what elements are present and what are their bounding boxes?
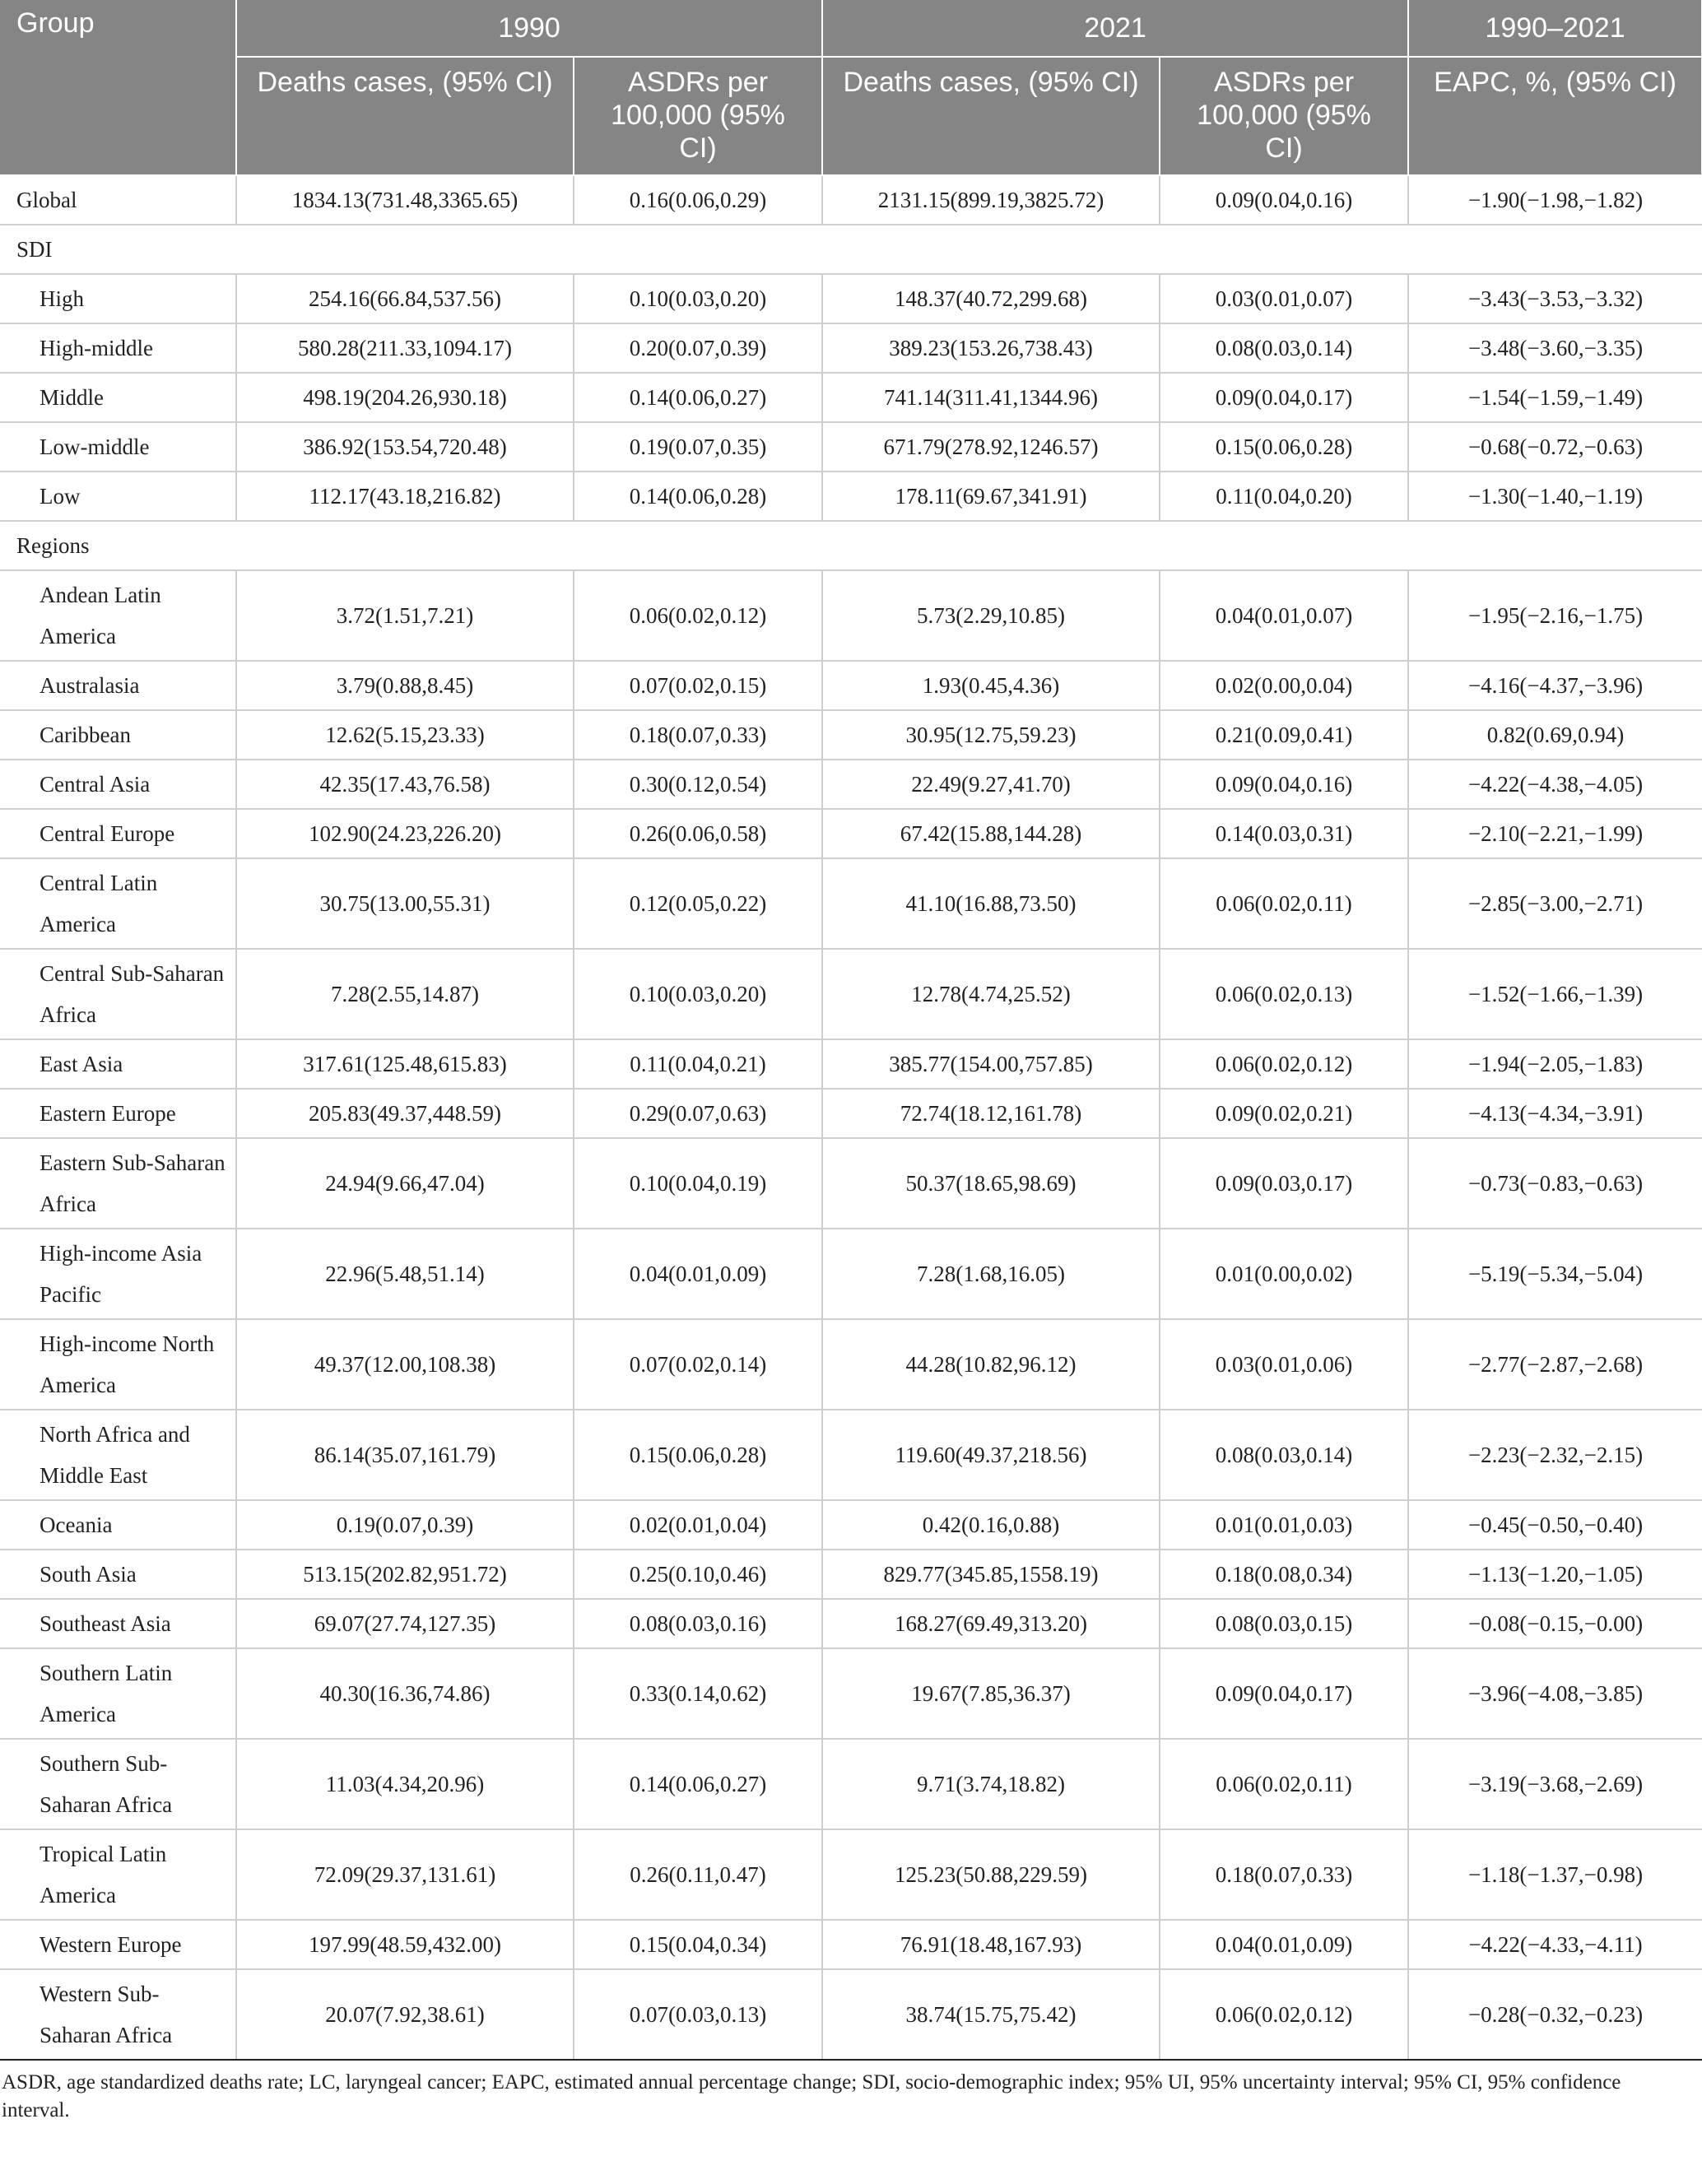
asdr-2021-cell: 0.01(0.00,0.02)	[1160, 1229, 1408, 1319]
row-label: Andean Latin America	[0, 570, 236, 661]
deaths-2021-cell: 385.77(154.00,757.85)	[822, 1039, 1160, 1089]
eapc-cell: −0.28(−0.32,−0.23)	[1408, 1969, 1702, 2060]
deaths-1990-cell: 580.28(211.33,1094.17)	[236, 323, 574, 373]
deaths-2021-cell: 41.10(16.88,73.50)	[822, 858, 1160, 949]
table-row	[0, 373, 1702, 422]
deaths-2021-cell: 50.37(18.65,98.69)	[822, 1138, 1160, 1229]
deaths-1990-cell: 317.61(125.48,615.83)	[236, 1039, 574, 1089]
header-deaths-2021: Deaths cases, (95% CI)	[822, 57, 1160, 175]
eapc-cell: −4.16(−4.37,−3.96)	[1408, 661, 1702, 710]
table-footnote: ASDR, age standardized deaths rate; LC, laryngeal cancer; EAPC, estimated annual percentage change; SDI, socio-demographic index; 95% UI, 95% uncertainty interval; 95% CI, 95% confidence interval.	[2, 2071, 1621, 2121]
deaths-2021-cell: 0.42(0.16,0.88)	[822, 1500, 1160, 1550]
eapc-cell: −1.90(−1.98,−1.82)	[1408, 175, 1702, 225]
table-row	[0, 1138, 1702, 1229]
deaths-2021-cell: 389.23(153.26,738.43)	[822, 323, 1160, 373]
header-deaths-1990: Deaths cases, (95% CI)	[236, 57, 574, 175]
table-row	[0, 1410, 1702, 1500]
asdr-2021-cell: 0.09(0.04,0.16)	[1160, 760, 1408, 809]
table-row	[0, 175, 1702, 225]
row-label: Global	[0, 175, 236, 225]
eapc-cell: −2.77(−2.87,−2.68)	[1408, 1319, 1702, 1410]
deaths-1990-cell: 3.72(1.51,7.21)	[236, 570, 574, 661]
asdr-1990-cell: 0.10(0.04,0.19)	[574, 1138, 822, 1229]
row-label: Eastern Europe	[0, 1089, 236, 1138]
deaths-2021-cell: 9.71(3.74,18.82)	[822, 1739, 1160, 1829]
table-row	[0, 1920, 1702, 1969]
asdr-2021-cell: 0.09(0.04,0.17)	[1160, 373, 1408, 422]
deaths-1990-cell: 1834.13(731.48,3365.65)	[236, 175, 574, 225]
deaths-1990-cell: 24.94(9.66,47.04)	[236, 1138, 574, 1229]
header-eapc: EAPC, %, (95% CI)	[1408, 57, 1702, 175]
asdr-1990-cell: 0.30(0.12,0.54)	[574, 760, 822, 809]
asdr-1990-cell: 0.07(0.02,0.15)	[574, 661, 822, 710]
deaths-1990-cell: 22.96(5.48,51.14)	[236, 1229, 574, 1319]
deaths-2021-cell: 5.73(2.29,10.85)	[822, 570, 1160, 661]
table-row	[0, 1829, 1702, 1920]
row-label: High-income Asia Pacific	[0, 1229, 236, 1319]
asdr-2021-cell: 0.08(0.03,0.14)	[1160, 1410, 1408, 1500]
deaths-1990-cell: 42.35(17.43,76.58)	[236, 760, 574, 809]
row-label: South Asia	[0, 1550, 236, 1599]
eapc-cell: −4.13(−4.34,−3.91)	[1408, 1089, 1702, 1138]
asdr-2021-cell: 0.06(0.02,0.11)	[1160, 1739, 1408, 1829]
eapc-cell: −5.19(−5.34,−5.04)	[1408, 1229, 1702, 1319]
row-label: Southern Sub-Saharan Africa	[0, 1739, 236, 1829]
eapc-cell: −3.19(−3.68,−2.69)	[1408, 1739, 1702, 1829]
asdr-2021-cell: 0.08(0.03,0.15)	[1160, 1599, 1408, 1648]
row-label: Eastern Sub-Saharan Africa	[0, 1138, 236, 1229]
row-label: Southern Latin America	[0, 1648, 236, 1739]
row-label: Western Sub-Saharan Africa	[0, 1969, 236, 2060]
header-group: Group	[0, 0, 236, 175]
eapc-cell: −1.94(−2.05,−1.83)	[1408, 1039, 1702, 1089]
table-header	[0, 0, 1702, 175]
deaths-1990-cell: 30.75(13.00,55.31)	[236, 858, 574, 949]
asdr-2021-cell: 0.01(0.01,0.03)	[1160, 1500, 1408, 1550]
deaths-1990-cell: 513.15(202.82,951.72)	[236, 1550, 574, 1599]
deaths-2021-cell: 67.42(15.88,144.28)	[822, 809, 1160, 858]
eapc-cell: −2.23(−2.32,−2.15)	[1408, 1410, 1702, 1500]
asdr-2021-cell: 0.21(0.09,0.41)	[1160, 710, 1408, 760]
deaths-2021-cell: 178.11(69.67,341.91)	[822, 472, 1160, 521]
asdr-1990-cell: 0.10(0.03,0.20)	[574, 274, 822, 323]
table-row	[0, 1969, 1702, 2060]
deaths-2021-cell: 741.14(311.41,1344.96)	[822, 373, 1160, 422]
eapc-cell: −3.48(−3.60,−3.35)	[1408, 323, 1702, 373]
asdr-1990-cell: 0.15(0.04,0.34)	[574, 1920, 822, 1969]
row-label: Oceania	[0, 1500, 236, 1550]
asdr-1990-cell: 0.06(0.02,0.12)	[574, 570, 822, 661]
table-row	[0, 472, 1702, 521]
asdr-1990-cell: 0.29(0.07,0.63)	[574, 1089, 822, 1138]
deaths-2021-cell: 72.74(18.12,161.78)	[822, 1089, 1160, 1138]
table-row	[0, 949, 1702, 1039]
eapc-cell: −4.22(−4.33,−4.11)	[1408, 1920, 1702, 1969]
row-label: East Asia	[0, 1039, 236, 1089]
table-row	[0, 274, 1702, 323]
deaths-2021-cell: 76.91(18.48,167.93)	[822, 1920, 1160, 1969]
row-label: Low-middle	[0, 422, 236, 472]
table-row	[0, 1039, 1702, 1089]
eapc-cell: −0.73(−0.83,−0.63)	[1408, 1138, 1702, 1229]
asdr-2021-cell: 0.18(0.07,0.33)	[1160, 1829, 1408, 1920]
eapc-cell: −0.08(−0.15,−0.00)	[1408, 1599, 1702, 1648]
row-label: North Africa and Middle East	[0, 1410, 236, 1500]
header-asdr-2021: ASDRs per 100,000 (95% CI)	[1160, 57, 1408, 175]
asdr-1990-cell: 0.11(0.04,0.21)	[574, 1039, 822, 1089]
asdr-2021-cell: 0.06(0.02,0.13)	[1160, 949, 1408, 1039]
deaths-1990-cell: 86.14(35.07,161.79)	[236, 1410, 574, 1500]
section-label: SDI	[0, 225, 1702, 274]
header-year-2021: 2021	[822, 0, 1408, 57]
header-year-1990: 1990	[236, 0, 822, 57]
table-row	[0, 858, 1702, 949]
eapc-cell: −3.43(−3.53,−3.32)	[1408, 274, 1702, 323]
asdr-2021-cell: 0.04(0.01,0.09)	[1160, 1920, 1408, 1969]
asdr-1990-cell: 0.07(0.03,0.13)	[574, 1969, 822, 2060]
asdr-2021-cell: 0.06(0.02,0.12)	[1160, 1039, 1408, 1089]
header-year-range: 1990–2021	[1408, 0, 1702, 57]
deaths-2021-cell: 38.74(15.75,75.42)	[822, 1969, 1160, 2060]
deaths-2021-cell: 12.78(4.74,25.52)	[822, 949, 1160, 1039]
eapc-cell: −1.30(−1.40,−1.19)	[1408, 472, 1702, 521]
deaths-2021-cell: 30.95(12.75,59.23)	[822, 710, 1160, 760]
deaths-1990-cell: 498.19(204.26,930.18)	[236, 373, 574, 422]
row-label: Western Europe	[0, 1920, 236, 1969]
deaths-2021-cell: 119.60(49.37,218.56)	[822, 1410, 1160, 1500]
asdr-1990-cell: 0.20(0.07,0.39)	[574, 323, 822, 373]
table-row	[0, 323, 1702, 373]
table-row	[0, 1229, 1702, 1319]
asdr-1990-cell: 0.25(0.10,0.46)	[574, 1550, 822, 1599]
deaths-2021-cell: 1.93(0.45,4.36)	[822, 661, 1160, 710]
asdr-1990-cell: 0.33(0.14,0.62)	[574, 1648, 822, 1739]
deaths-2021-cell: 168.27(69.49,313.20)	[822, 1599, 1160, 1648]
row-label: Central Europe	[0, 809, 236, 858]
eapc-cell: −3.96(−4.08,−3.85)	[1408, 1648, 1702, 1739]
asdr-2021-cell: 0.08(0.03,0.14)	[1160, 323, 1408, 373]
eapc-cell: −1.18(−1.37,−0.98)	[1408, 1829, 1702, 1920]
deaths-1990-cell: 11.03(4.34,20.96)	[236, 1739, 574, 1829]
row-label: Central Sub-Saharan Africa	[0, 949, 236, 1039]
deaths-1990-cell: 12.62(5.15,23.33)	[236, 710, 574, 760]
deaths-1990-cell: 197.99(48.59,432.00)	[236, 1920, 574, 1969]
deaths-2021-cell: 125.23(50.88,229.59)	[822, 1829, 1160, 1920]
table-row	[0, 661, 1702, 710]
row-label: Middle	[0, 373, 236, 422]
section-row	[0, 521, 1702, 570]
eapc-cell: −0.45(−0.50,−0.40)	[1408, 1500, 1702, 1550]
table-row	[0, 1739, 1702, 1829]
header-asdr-1990: ASDRs per 100,000 (95% CI)	[574, 57, 822, 175]
deaths-1990-cell: 0.19(0.07,0.39)	[236, 1500, 574, 1550]
table-row	[0, 422, 1702, 472]
table-body	[0, 175, 1702, 2060]
eapc-cell: −4.22(−4.38,−4.05)	[1408, 760, 1702, 809]
asdr-1990-cell: 0.04(0.01,0.09)	[574, 1229, 822, 1319]
asdr-1990-cell: 0.26(0.06,0.58)	[574, 809, 822, 858]
section-label: Regions	[0, 521, 1702, 570]
deaths-1990-cell: 3.79(0.88,8.45)	[236, 661, 574, 710]
table-row	[0, 760, 1702, 809]
asdr-1990-cell: 0.12(0.05,0.22)	[574, 858, 822, 949]
section-row	[0, 225, 1702, 274]
asdr-1990-cell: 0.08(0.03,0.16)	[574, 1599, 822, 1648]
eapc-cell: −1.95(−2.16,−1.75)	[1408, 570, 1702, 661]
row-label: High	[0, 274, 236, 323]
deaths-2021-cell: 19.67(7.85,36.37)	[822, 1648, 1160, 1739]
asdr-2021-cell: 0.02(0.00,0.04)	[1160, 661, 1408, 710]
eapc-cell: −1.52(−1.66,−1.39)	[1408, 949, 1702, 1039]
asdr-1990-cell: 0.14(0.06,0.28)	[574, 472, 822, 521]
deaths-2021-cell: 829.77(345.85,1558.19)	[822, 1550, 1160, 1599]
asdr-2021-cell: 0.03(0.01,0.07)	[1160, 274, 1408, 323]
table-row	[0, 1550, 1702, 1599]
row-label: High-middle	[0, 323, 236, 373]
asdr-2021-cell: 0.04(0.01,0.07)	[1160, 570, 1408, 661]
asdr-2021-cell: 0.18(0.08,0.34)	[1160, 1550, 1408, 1599]
deaths-1990-cell: 49.37(12.00,108.38)	[236, 1319, 574, 1410]
row-label: Australasia	[0, 661, 236, 710]
deaths-2021-cell: 7.28(1.68,16.05)	[822, 1229, 1160, 1319]
asdr-2021-cell: 0.06(0.02,0.12)	[1160, 1969, 1408, 2060]
asdr-2021-cell: 0.03(0.01,0.06)	[1160, 1319, 1408, 1410]
row-label: Central Latin America	[0, 858, 236, 949]
asdr-1990-cell: 0.19(0.07,0.35)	[574, 422, 822, 472]
deaths-2021-cell: 22.49(9.27,41.70)	[822, 760, 1160, 809]
row-label: Southeast Asia	[0, 1599, 236, 1648]
deaths-1990-cell: 205.83(49.37,448.59)	[236, 1089, 574, 1138]
deaths-1990-cell: 102.90(24.23,226.20)	[236, 809, 574, 858]
asdr-2021-cell: 0.15(0.06,0.28)	[1160, 422, 1408, 472]
asdr-2021-cell: 0.14(0.03,0.31)	[1160, 809, 1408, 858]
row-label: Low	[0, 472, 236, 521]
table-row	[0, 570, 1702, 661]
eapc-cell: −2.10(−2.21,−1.99)	[1408, 809, 1702, 858]
row-label: Central Asia	[0, 760, 236, 809]
asdr-1990-cell: 0.26(0.11,0.47)	[574, 1829, 822, 1920]
deaths-1990-cell: 40.30(16.36,74.86)	[236, 1648, 574, 1739]
eapc-cell: −2.85(−3.00,−2.71)	[1408, 858, 1702, 949]
row-label: Tropical Latin America	[0, 1829, 236, 1920]
table-row	[0, 1648, 1702, 1739]
asdr-1990-cell: 0.02(0.01,0.04)	[574, 1500, 822, 1550]
eapc-cell: −1.13(−1.20,−1.05)	[1408, 1550, 1702, 1599]
deaths-1990-cell: 72.09(29.37,131.61)	[236, 1829, 574, 1920]
asdr-2021-cell: 0.09(0.02,0.21)	[1160, 1089, 1408, 1138]
deaths-1990-cell: 69.07(27.74,127.35)	[236, 1599, 574, 1648]
asdr-2021-cell: 0.09(0.04,0.17)	[1160, 1648, 1408, 1739]
deaths-1990-cell: 254.16(66.84,537.56)	[236, 274, 574, 323]
deaths-1990-cell: 20.07(7.92,38.61)	[236, 1969, 574, 2060]
deaths-1990-cell: 386.92(153.54,720.48)	[236, 422, 574, 472]
deaths-1990-cell: 112.17(43.18,216.82)	[236, 472, 574, 521]
header-row-metrics	[0, 57, 1702, 175]
table-row	[0, 1089, 1702, 1138]
table-row	[0, 1599, 1702, 1648]
asdr-1990-cell: 0.10(0.03,0.20)	[574, 949, 822, 1039]
row-label: Caribbean	[0, 710, 236, 760]
table-row	[0, 710, 1702, 760]
header-row-years	[0, 0, 1702, 57]
asdr-1990-cell: 0.18(0.07,0.33)	[574, 710, 822, 760]
table-row	[0, 1319, 1702, 1410]
eapc-cell: −0.68(−0.72,−0.63)	[1408, 422, 1702, 472]
asdr-2021-cell: 0.11(0.04,0.20)	[1160, 472, 1408, 521]
deaths-2021-cell: 671.79(278.92,1246.57)	[822, 422, 1160, 472]
table-row	[0, 809, 1702, 858]
asdr-2021-cell: 0.09(0.03,0.17)	[1160, 1138, 1408, 1229]
asdr-1990-cell: 0.14(0.06,0.27)	[574, 373, 822, 422]
asdr-2021-cell: 0.06(0.02,0.11)	[1160, 858, 1408, 949]
asdr-1990-cell: 0.14(0.06,0.27)	[574, 1739, 822, 1829]
asdr-2021-cell: 0.09(0.04,0.16)	[1160, 175, 1408, 225]
deaths-2021-cell: 44.28(10.82,96.12)	[822, 1319, 1160, 1410]
asdr-1990-cell: 0.16(0.06,0.29)	[574, 175, 822, 225]
eapc-cell: −1.54(−1.59,−1.49)	[1408, 373, 1702, 422]
asdr-1990-cell: 0.15(0.06,0.28)	[574, 1410, 822, 1500]
eapc-cell: 0.82(0.69,0.94)	[1408, 710, 1702, 760]
table-row	[0, 1500, 1702, 1550]
deaths-1990-cell: 7.28(2.55,14.87)	[236, 949, 574, 1039]
deaths-2021-cell: 2131.15(899.19,3825.72)	[822, 175, 1160, 225]
row-label: High-income North America	[0, 1319, 236, 1410]
deaths-2021-cell: 148.37(40.72,299.68)	[822, 274, 1160, 323]
asdr-1990-cell: 0.07(0.02,0.14)	[574, 1319, 822, 1410]
